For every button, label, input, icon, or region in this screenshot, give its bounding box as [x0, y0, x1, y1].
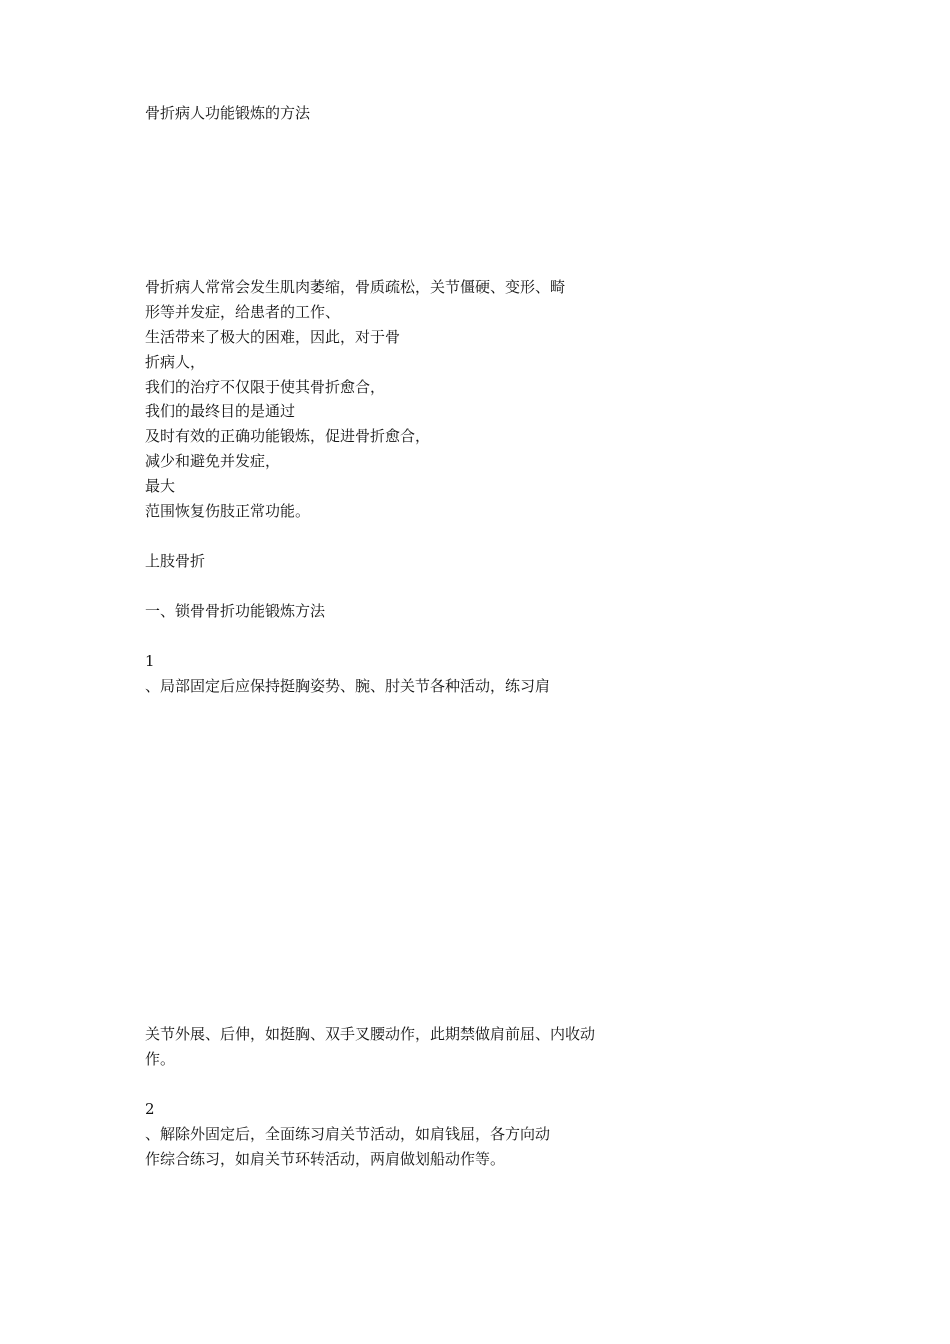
document-title: 骨折病人功能锻炼的方法: [145, 104, 311, 122]
item-number: 1: [145, 652, 155, 670]
item-line: 作。: [145, 1050, 176, 1068]
item-line: 关节外展、后伸，如挺胸、双手叉腰动作，此期禁做肩前屈、内收动: [145, 1025, 596, 1043]
intro-line: 范围恢复伤肢正常功能。: [145, 502, 311, 520]
subsection-heading: 一、锁骨骨折功能锻炼方法: [145, 602, 326, 620]
item-number: 2: [145, 1100, 155, 1118]
item-line: 、局部固定后应保持挺胸姿势、腕、肘关节各种活动，练习肩: [145, 677, 551, 695]
intro-line: 骨折病人常常会发生肌肉萎缩，骨质疏松，关节僵硬、变形、畸: [145, 278, 566, 296]
item-line: 作综合练习，如肩关节环转活动，两肩做划船动作等。: [145, 1150, 506, 1168]
intro-line: 形等并发症，给患者的工作、: [145, 303, 341, 321]
intro-line: 及时有效的正确功能锻炼，促进骨折愈合，: [145, 427, 431, 445]
intro-line: 我们的治疗不仅限于使其骨折愈合，: [145, 378, 386, 396]
intro-line: 我们的最终目的是通过: [145, 402, 296, 420]
intro-line: 折病人，: [145, 353, 206, 371]
intro-line: 最大: [145, 477, 176, 495]
intro-line: 减少和避免并发症，: [145, 452, 281, 470]
item-line: 、解除外固定后，全面练习肩关节活动，如肩钱屈，各方向动: [145, 1125, 551, 1143]
intro-line: 生活带来了极大的困难，因此，对于骨: [145, 328, 401, 346]
section-heading: 上肢骨折: [145, 552, 206, 570]
